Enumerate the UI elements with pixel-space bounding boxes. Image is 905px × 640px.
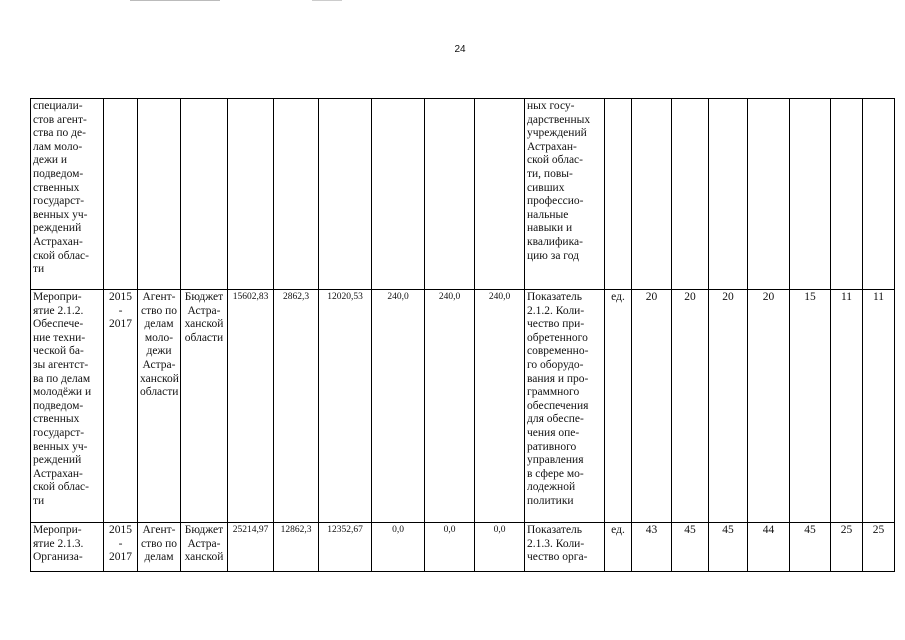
activity-name-cell: Меропри- ятие 2.1.3. Организа- xyxy=(31,523,104,572)
table-row xyxy=(31,290,895,523)
target-value-cell: 43 xyxy=(632,523,672,572)
unit-cell: ед. xyxy=(605,290,632,523)
activity-name-cell: специали- стов агент- ства по де- лам моло- дежи и подведом- ственных государст- венных уч- реждений Астрахан- ской облас- ти xyxy=(31,99,104,290)
funding-2015-cell: 2862,3 xyxy=(274,290,319,523)
table-row xyxy=(31,99,895,290)
period-cell: 2015 - 2017 xyxy=(104,523,138,572)
executor-cell xyxy=(138,99,181,290)
target-value-cell: 25 xyxy=(863,523,895,572)
funding-2017-cell: 240,0 xyxy=(372,290,425,523)
target-value-cell: 11 xyxy=(863,290,895,523)
target-value-cell: 20 xyxy=(709,290,748,523)
target-value-cell: 45 xyxy=(709,523,748,572)
period-cell: 2015 - 2017 xyxy=(104,290,138,523)
unit-cell xyxy=(605,99,632,290)
funding-2016-cell xyxy=(319,99,372,290)
target-value-cell xyxy=(709,99,748,290)
executor-cell: Агент- ство по делам xyxy=(138,523,181,572)
funding-source-cell: Бюджет Астра- ханской области xyxy=(181,290,228,523)
funding-2017-cell xyxy=(372,99,425,290)
funding-total-cell xyxy=(228,99,274,290)
target-value-cell: 20 xyxy=(748,290,790,523)
target-value-cell: 11 xyxy=(831,290,863,523)
activity-name-cell: Меропри- ятие 2.1.2. Обеспече- ние техни- ческой ба- зы агентст- ва по делам молодёжи и подведом- ственных государст- венных уч- реждений Астрахан- ской облас- ти xyxy=(31,290,104,523)
target-value-cell xyxy=(632,99,672,290)
target-value-cell xyxy=(863,99,895,290)
funding-2018-cell: 0,0 xyxy=(425,523,475,572)
funding-2016-cell: 12020,53 xyxy=(319,290,372,523)
funding-2019-cell xyxy=(475,99,525,290)
funding-2019-cell: 0,0 xyxy=(475,523,525,572)
page-number: 24 xyxy=(454,44,466,55)
indicator-cell: Показатель 2.1.3. Коли- чество орга- xyxy=(525,523,605,572)
funding-2018-cell: 240,0 xyxy=(425,290,475,523)
scan-artifact-line xyxy=(312,0,342,1)
funding-source-cell xyxy=(181,99,228,290)
funding-2016-cell: 12352,67 xyxy=(319,523,372,572)
funding-2018-cell xyxy=(425,99,475,290)
target-value-cell xyxy=(748,99,790,290)
target-value-cell: 20 xyxy=(672,290,709,523)
target-value-cell: 45 xyxy=(672,523,709,572)
funding-2017-cell: 0,0 xyxy=(372,523,425,572)
target-value-cell: 44 xyxy=(748,523,790,572)
unit-cell: ед. xyxy=(605,523,632,572)
funding-2019-cell: 240,0 xyxy=(475,290,525,523)
target-value-cell: 15 xyxy=(790,290,831,523)
target-value-cell: 45 xyxy=(790,523,831,572)
funding-2015-cell xyxy=(274,99,319,290)
funding-source-cell: Бюджет Астра- ханской xyxy=(181,523,228,572)
program-activities-table xyxy=(30,98,895,572)
table-row xyxy=(31,523,895,572)
funding-2015-cell: 12862,3 xyxy=(274,523,319,572)
period-cell xyxy=(104,99,138,290)
executor-cell: Агент- ство по делам моло- дежи Астра- ханской области xyxy=(138,290,181,523)
scan-artifact-line xyxy=(130,0,220,1)
funding-total-cell: 15602,83 xyxy=(228,290,274,523)
target-value-cell: 25 xyxy=(831,523,863,572)
target-value-cell xyxy=(831,99,863,290)
target-value-cell: 20 xyxy=(632,290,672,523)
indicator-cell: ных госу- дарственных учреждений Астрахан- ской облас- ти, повы- сивших профессио- нальные навыки и квалифика- цию за год xyxy=(525,99,605,290)
target-value-cell xyxy=(790,99,831,290)
funding-total-cell: 25214,97 xyxy=(228,523,274,572)
target-value-cell xyxy=(672,99,709,290)
indicator-cell: Показатель 2.1.2. Коли- чество при- обретенного современно- го оборудо- вания и про- граммного обеспечения для обеспе- чения опе- ративного управления в сфере мо- лодежной политики xyxy=(525,290,605,523)
